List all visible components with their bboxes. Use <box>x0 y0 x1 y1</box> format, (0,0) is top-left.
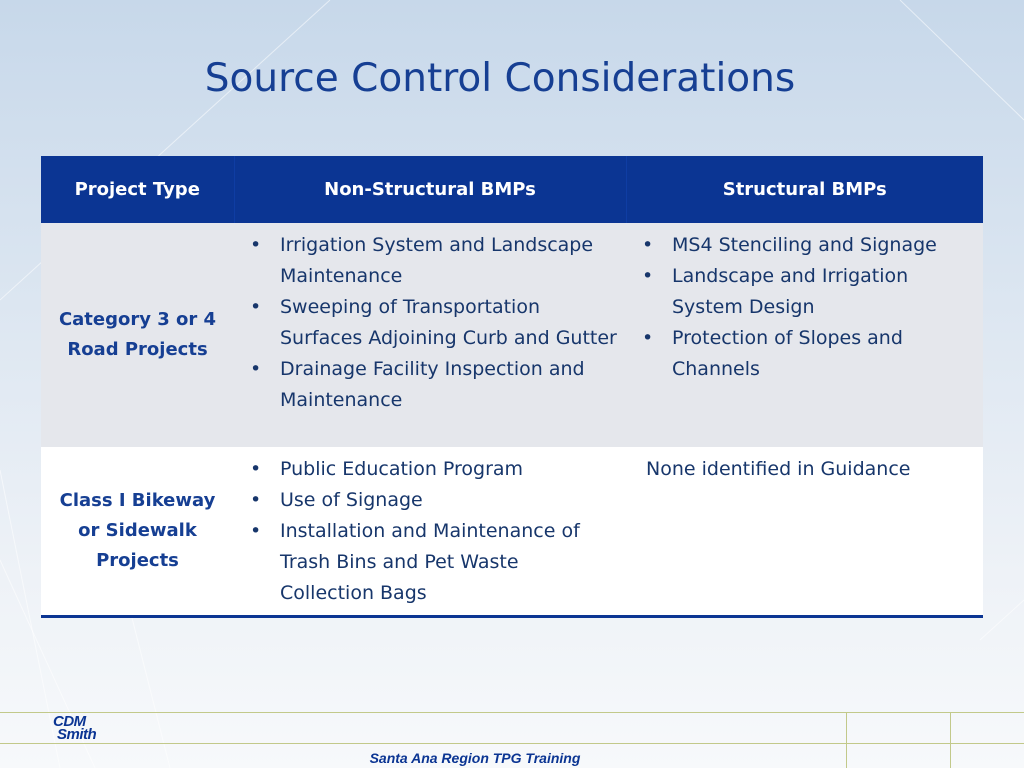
structural-none-text: None identified in Guidance <box>646 458 911 480</box>
table-row <box>41 447 983 617</box>
column-header-project-type: Project Type <box>41 156 234 223</box>
logo-line-2: Smith <box>57 726 97 743</box>
non-structural-cell <box>234 447 626 617</box>
slide-title: Source Control Considerations <box>204 56 796 101</box>
list-item: • Landscape and Irrigation System Design <box>634 261 975 323</box>
footer-divider-vertical <box>950 712 951 768</box>
list-item: • Protection of Slopes and Channels <box>634 323 975 385</box>
row-project-type: Class I Bikeway or Sidewalk Projects <box>41 447 234 617</box>
bullet-list <box>242 230 618 416</box>
cdm-smith-logo <box>53 715 113 741</box>
bmp-table <box>41 156 983 618</box>
list-item: • Irrigation System and Landscape Maintenance <box>242 230 618 292</box>
structural-cell <box>626 223 983 447</box>
list-item: • Use of Signage <box>242 485 618 516</box>
structural-cell <box>626 447 983 617</box>
list-item: • Public Education Program <box>242 454 618 485</box>
list-item: • MS4 Stenciling and Signage <box>634 230 975 261</box>
table-header-row <box>41 156 983 223</box>
list-item: • Sweeping of Transportation Surfaces Adjoining Curb and Gutter <box>242 292 618 354</box>
table-row <box>41 223 983 447</box>
column-header-non-structural: Non-Structural BMPs <box>234 156 626 223</box>
non-structural-cell <box>234 223 626 447</box>
footer-divider-top <box>0 712 1024 713</box>
bullet-list <box>634 230 975 385</box>
logo-line-1: CDM <box>53 713 86 730</box>
bullet-list <box>242 454 618 609</box>
row-project-type: Category 3 or 4 Road Projects <box>41 223 234 447</box>
footer-divider-bottom <box>0 743 1024 744</box>
column-header-structural: Structural BMPs <box>626 156 983 223</box>
list-item: • Installation and Maintenance of Trash Bins and Pet Waste Collection Bags <box>242 516 618 609</box>
footer-text: Santa Ana Region TPG Training <box>369 750 581 766</box>
list-item: • Drainage Facility Inspection and Maintenance <box>242 354 618 416</box>
